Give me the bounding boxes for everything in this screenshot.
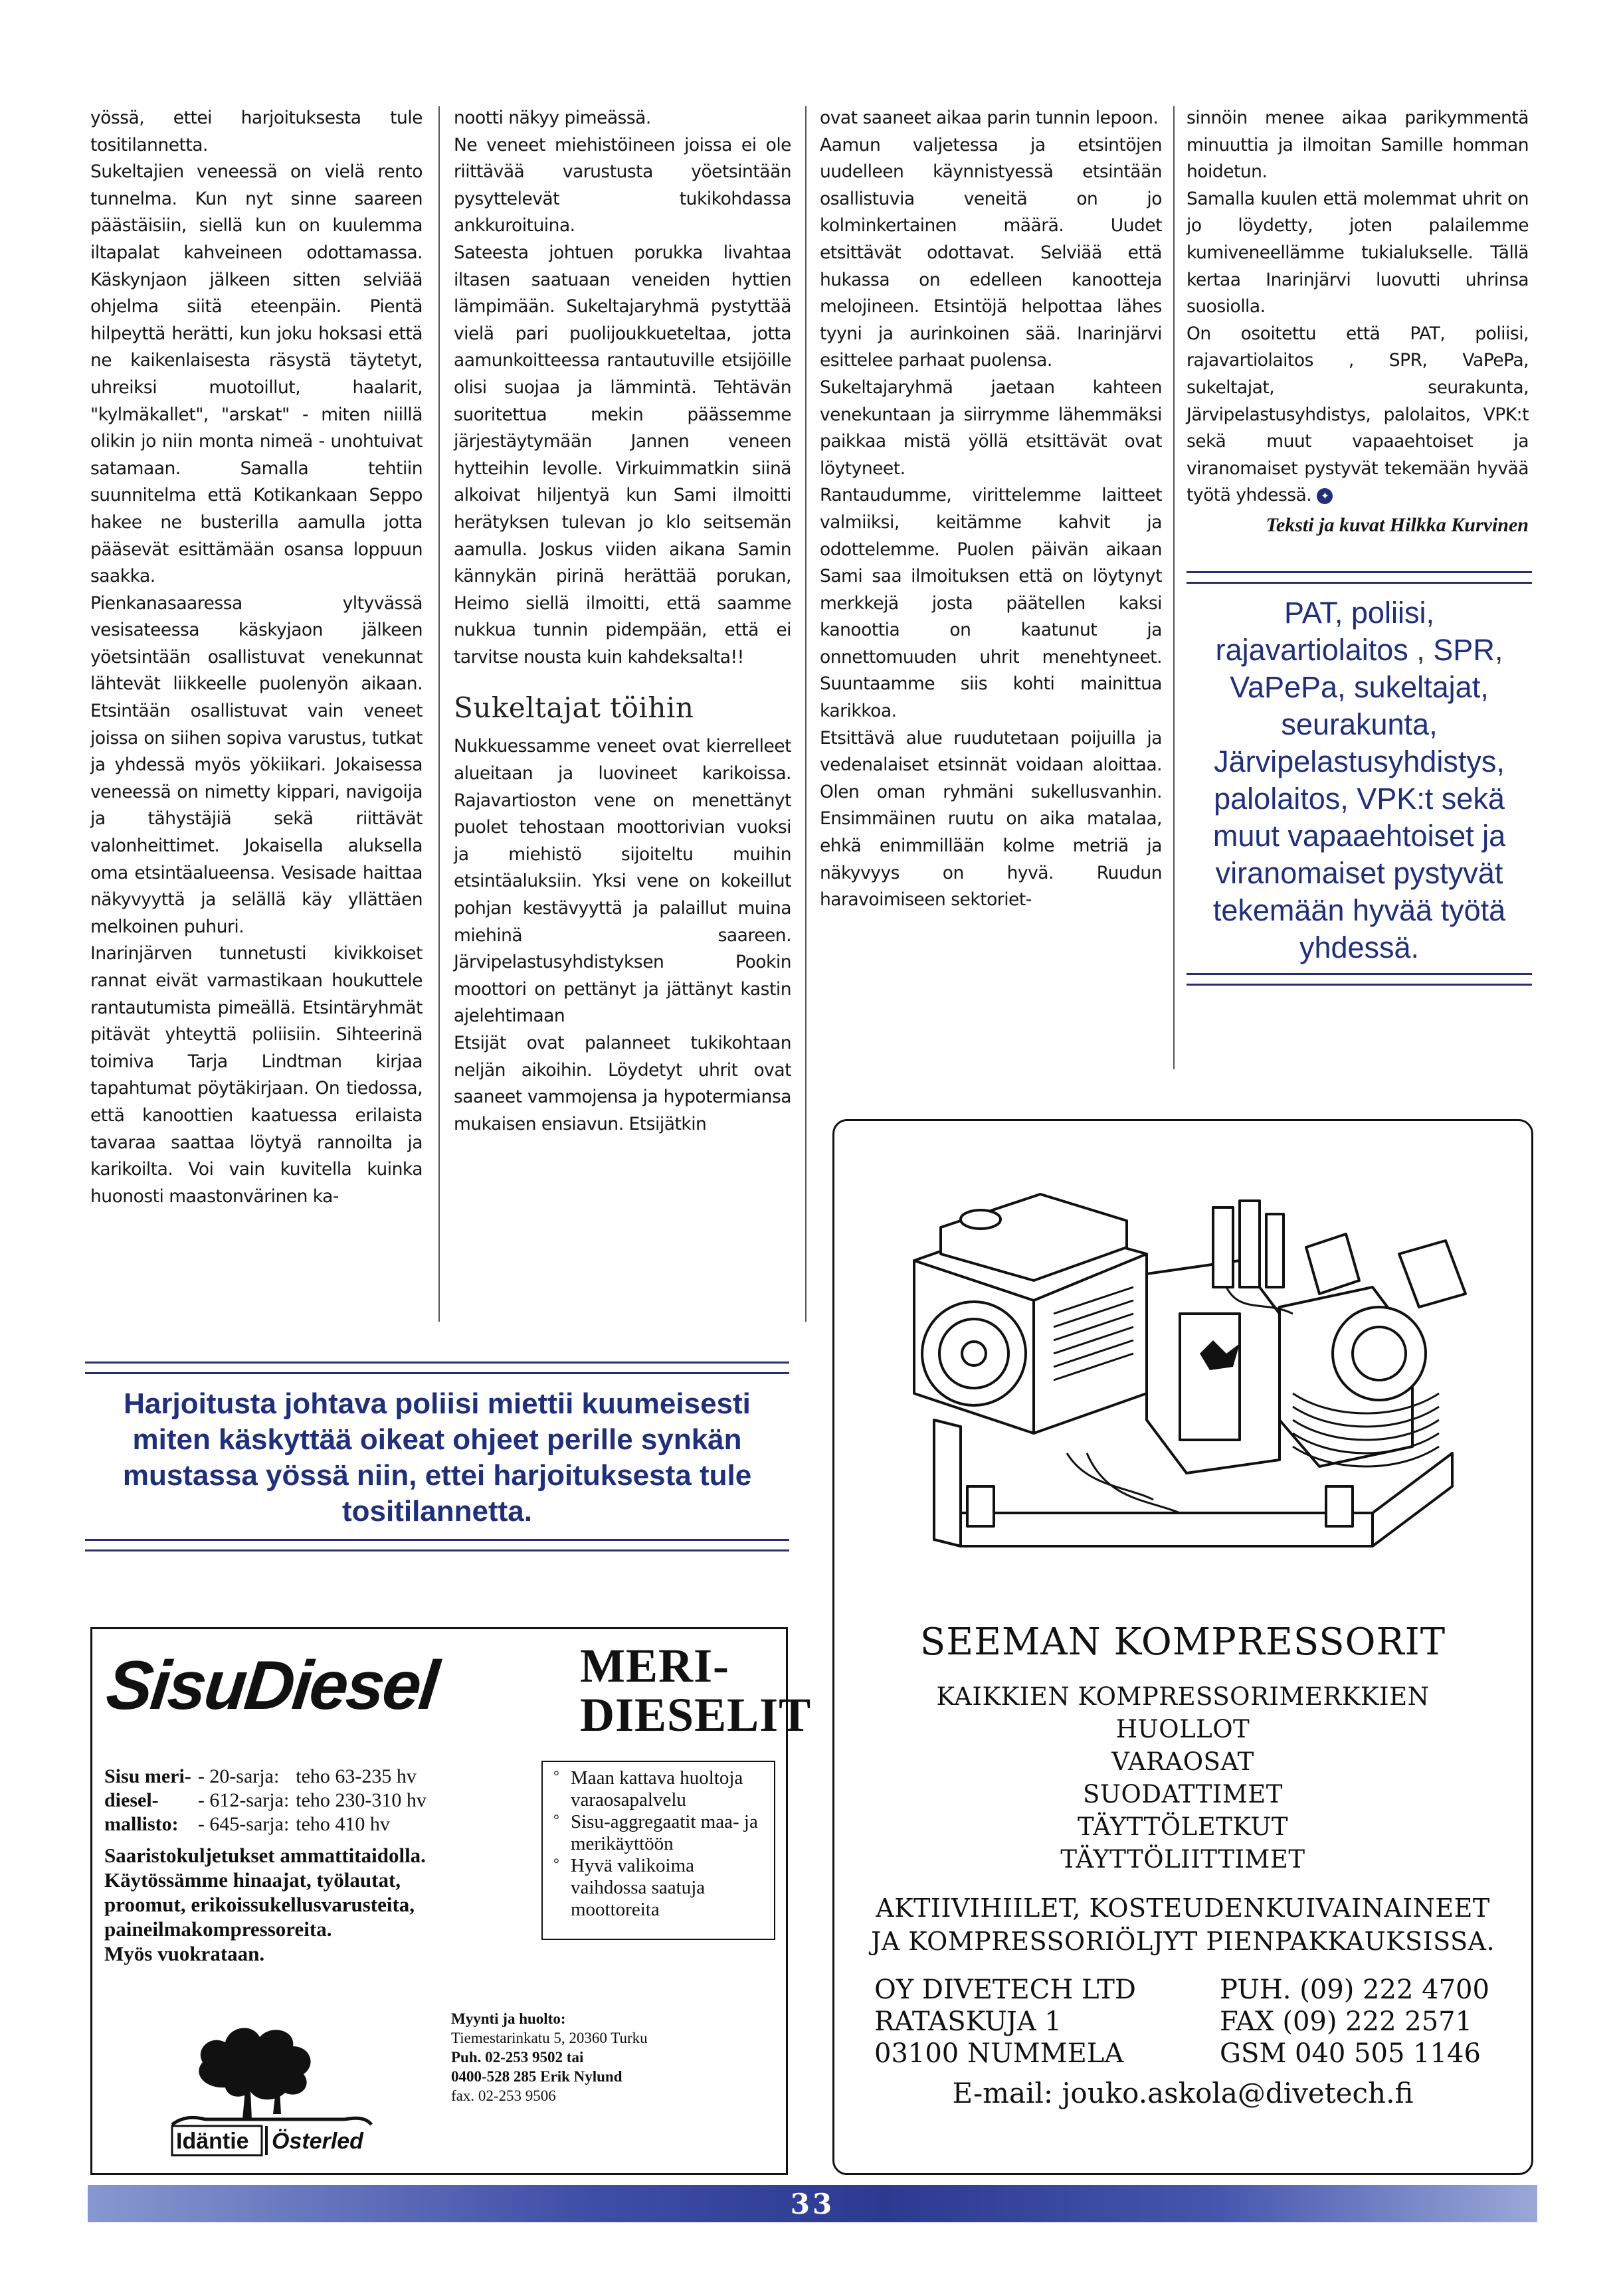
page-number: 33 bbox=[790, 2188, 835, 2220]
features-box bbox=[541, 1761, 775, 1940]
logo-label-right: Österled bbox=[272, 2129, 363, 2154]
sales-address: Tiemestarinkatu 5, 20360 Turku bbox=[451, 2030, 648, 2046]
model-power: teho 410 hv bbox=[296, 1813, 390, 1835]
paragraph: nootti näkyy pimeässä. bbox=[454, 108, 651, 128]
bullet-icon: ° bbox=[553, 1767, 559, 1784]
byline: Teksti ja kuvat Hilkka Kurvinen bbox=[1266, 513, 1529, 536]
double-rule-bottom bbox=[1187, 973, 1532, 986]
table-row bbox=[104, 1812, 433, 1836]
article-column-2 bbox=[454, 105, 791, 1138]
feature-item bbox=[551, 1855, 766, 1921]
model-series: - 20-sarja: bbox=[197, 1765, 280, 1787]
end-mark-icon: ✦ bbox=[1317, 488, 1333, 504]
ad-title: SEEMAN KOMPRESSORIT bbox=[919, 1621, 1446, 1664]
company-name: OY DIVETECH LTD bbox=[874, 1975, 1137, 2005]
double-rule-top bbox=[1187, 571, 1532, 584]
pullquote-text: PAT, poliisi, rajavartiolaitos , SPR, VaPePa, sukeltajat, seurakunta, Järvipelastusyhdistys, palolaitos, VPK:t sekä muut vapaaehtoiset ja viranomaiset pystyvät tekemään hyvää työtä yhdessä. bbox=[1212, 596, 1506, 964]
pullquote-right bbox=[1187, 571, 1532, 986]
compressor-illustration bbox=[868, 1141, 1505, 1599]
pullquote-text: Harjoitusta johtava poliisi miettii kuumeisesti miten käskyttää oikeat ohjeet perille synkän mustassa yössä niin, ettei harjoituksesta tule tositilannetta. bbox=[122, 1387, 752, 1528]
list-item: VARAOSAT bbox=[1111, 1747, 1254, 1776]
bullet-icon: ° bbox=[553, 1855, 559, 1872]
table-row bbox=[104, 1789, 433, 1812]
double-rule-bottom bbox=[85, 1539, 789, 1551]
sales-contact bbox=[451, 2009, 770, 2105]
ad-headline-line: MERI- bbox=[580, 1639, 729, 1692]
list-item: TÄYTTÖLETKUT bbox=[1077, 1812, 1289, 1841]
article-column-4 bbox=[1187, 105, 1529, 539]
paragraph: Inarinjärven tunnetusti kivikkoiset rannat eivät varmastikaan houkuttele rantautumista pimeällä. Etsintäryhmät pitävät yhteyttä poliisiin. Sihteerinä toimiva Tarja Lindtman kirjaa tapahtumat pöytäkirjaan. On tiedossa, että kanoottien kaatuessa erilaista tavaraa saattaa löytyä rannoilta ja karikoilta. Voi vain kuvitella kuinka huonosti maastonvärinen ka- bbox=[90, 943, 423, 1207]
paragraph: Sukeltajaryhmä jaetaan kahteen venekuntaan ja siirrymme lähemmäksi paikkaa mistä yöllä etsittävät ovat löytyneet. bbox=[820, 377, 1162, 479]
paragraph: Pienkanasaaressa yltyvässä vesisateessa käskyjaon jälkeen yöetsintään osallistuvat venekunnat lähtevät liikkeelle puolenyön aikaan. Etsintään osallistuvat vain veneet joissa on siihen sopiva varustus, tutkat ja yhdessä myös yökiikari. Jokaisessa veneessä on nimetty kippari, navigoija ja tähystäjiä sekä riittävät valonheittimet. Jokaisella aluksella oma etsintäalueensa. Vesisade haittaa näkyvyyttä ja selällä käy yllättäen melkoinen puhuri. bbox=[90, 592, 423, 937]
paragraph: Ne veneet miehistöineen joissa ei ole riittävää varustusta yöetsintään pysyttelevät tukikohdassa ankkuroituina. bbox=[454, 134, 791, 236]
list-item: TÄYTTÖLIITTIMET bbox=[1060, 1845, 1305, 1874]
model-table bbox=[104, 1765, 433, 1836]
double-rule-top bbox=[85, 1362, 789, 1374]
sisu-diesel-ad bbox=[90, 1627, 812, 2175]
article-column-1 bbox=[90, 105, 423, 1210]
range-label: Sisu meri- bbox=[104, 1765, 191, 1787]
range-label: mallisto: bbox=[104, 1813, 179, 1835]
paragraph: Etsittävä alue ruudutetaan poijuilla ja vedenalaiset etsinnät voidaan aloittaa. Olen oman ryhmäni sukellusvanhin. Ensimmäinen ruutu on aika matalaa, ehkä enimmillään kolme metriä ja näkyvyys on hyvä. Ruudun haravoimiseen sektoriet- bbox=[820, 727, 1162, 911]
sisu-diesel-logo: SisuDiesel bbox=[102, 1647, 441, 1724]
gsm-number: GSM 040 505 1146 bbox=[1220, 2038, 1481, 2069]
list-item: SUODATTIMET bbox=[1083, 1780, 1283, 1809]
logo-label-left: Idäntie bbox=[176, 2129, 249, 2154]
paragraph: Samalla kuulen että molemmat uhrit on jo löydetty, joten palailemme kumiveneellämme tukialukselle. Tällä kertaa Inarinjärvi luovutti uhrinsa suosiolla. bbox=[1187, 188, 1529, 317]
model-power: teho 230-310 hv bbox=[296, 1789, 427, 1811]
feature-text: Hyvä valikoima vaihdossa saatuja moottoreita bbox=[571, 1855, 706, 1920]
feature-text: Maan kattava huoltoja varaosapalvelu bbox=[571, 1767, 743, 1810]
email-address: E-mail: jouko.askola@divetech.fi bbox=[952, 2077, 1414, 2109]
list-item: HUOLLOT bbox=[1115, 1715, 1250, 1743]
postal-address: 03100 NUMMELA bbox=[874, 2038, 1124, 2069]
page-footer-bar bbox=[88, 2185, 1537, 2222]
paragraph: Sateesta johtuen porukka livahtaa iltasen saatuaan veneiden hyttien lämpimään. Sukeltajaryhmä pystyttää vielä pari puolijoukkueteltaa, jotta aamunkoitteessa rantautuville etsijöille olisi suojaa ja lämmintä. Tehtävän suoritettua mekin päässemme järjestäytymään Jannen veneen hytteihin levolle. Virkuimmatkin siinä alkoivat hiljentyä kun Sami ilmoitti herätyksen tulevan jo klo seitsemän aamulla. Joskus viiden aikana Samin kännykän pirinä herättää porukan, Heimo siellä ilmoitti, että saamme nukkua tunnin pidempään, että ei tarvitse nousta kuin kahdeksalta!! bbox=[454, 242, 791, 667]
sales-phone: Puh. 02-253 9502 tai bbox=[451, 2049, 584, 2066]
article-column-3 bbox=[820, 105, 1162, 914]
pullquote-left bbox=[85, 1362, 789, 1551]
list-item: KAIKKIEN KOMPRESSORIMERKKIEN bbox=[936, 1682, 1430, 1711]
ad-headline bbox=[580, 1641, 811, 1739]
model-series: - 645-sarja: bbox=[197, 1813, 290, 1835]
paragraph: Etsijät ovat palanneet tukikohtaan neljän aikoihin. Löydetyt uhrit ovat saaneet vammojensa ja hypotermiansa mukaisen ensiavun. Etsijätkin bbox=[454, 1033, 791, 1134]
note-line: JA KOMPRESSORIÖLJYT PIENPAKKAUKSISSA. bbox=[870, 1927, 1495, 1956]
paragraph: Rantaudumme, virittelemme laitteet valmiiksi, keitämme kahvit ja odottelemme. Puolen päivän aikaan Sami saa ilmoituksen että on löytynyt merkkejä josta päätellen kaksi kanoottia on kaatunut ja onnettomuuden uhrit menehtyneet. Suuntaamme siis kohti mainittua karikkoa. bbox=[820, 485, 1162, 722]
model-power: teho 63-235 hv bbox=[296, 1765, 417, 1787]
fax-number: FAX (09) 222 2571 bbox=[1220, 2006, 1473, 2037]
seeman-kompressorit-ad bbox=[832, 1119, 1533, 2175]
cloud-tree-icon bbox=[172, 2028, 371, 2125]
paragraph: sinnöin menee aikaa parikymmentä minuuttia ja ilmoitan Samille homman hoidetun. bbox=[1187, 108, 1529, 183]
feature-item bbox=[551, 1767, 766, 1811]
sales-title: Myynti ja huolto: bbox=[451, 2010, 566, 2027]
note-line: AKTIIVIHIILET, KOSTEUDENKUIVAINAINEET bbox=[876, 1894, 1490, 1923]
range-label: diesel- bbox=[104, 1789, 159, 1811]
column-rule bbox=[805, 106, 807, 1322]
feature-text: Sisu-aggregaatit maa- ja merikäyttöön bbox=[571, 1811, 758, 1854]
phone-number: PUH. (09) 222 4700 bbox=[1220, 1975, 1489, 2005]
services-line: Käytössämme hinaajat, työlautat, bbox=[104, 1868, 401, 1892]
model-series: - 612-sarja: bbox=[197, 1789, 290, 1811]
services-line: proomut, erikoissukellusvarusteita, bbox=[104, 1893, 415, 1916]
services-line: Myös vuokrataan. bbox=[104, 1942, 265, 1965]
paragraph: Aamun valjetessa ja etsintöjen uudelleen käynnistyessä etsintään osallistuvia veneitä on jo kolminkertainen määrä. Uudet etsittävät odottavat. Selviää että hukassa on edelleen kanootteja melojineen. Etsintöjä helpottaa lähes tyyni ja aurinkoinen sää. Inarinjärvi esittelee parhaat puolensa. bbox=[820, 134, 1162, 371]
idantie-osterled-logo bbox=[145, 2008, 391, 2161]
section-subheading: Sukeltajat töihin bbox=[454, 691, 694, 725]
products-note bbox=[834, 1892, 1531, 1958]
services-line: Saaristokuljetukset ammattitaidolla. bbox=[104, 1844, 426, 1867]
services-text bbox=[104, 1843, 529, 1966]
table-row bbox=[104, 1765, 433, 1789]
street-address: RATASKUJA 1 bbox=[874, 2006, 1062, 2037]
ad-headline-line: DIESELIT bbox=[580, 1688, 812, 1741]
service-list bbox=[834, 1680, 1531, 1876]
paragraph: yössä, ettei harjoituksesta tule tositilannetta. bbox=[90, 108, 423, 155]
services-line: paineilmakompressoreita. bbox=[104, 1917, 332, 1941]
paragraph-text: On osoitettu että PAT, poliisi, rajavartiolaitos , SPR, VaPePa, sukeltajat, seurakunta, Järvipelastusyhdistys, palolaitos, VPK:t sekä muut vapaaehtoiset ja viranomaiset pystyvät tekemään hyvää työtä yhdessä. bbox=[1187, 323, 1529, 506]
bullet-icon: ° bbox=[553, 1811, 559, 1828]
feature-item bbox=[551, 1811, 766, 1855]
sales-phone: 0400-528 285 Erik Nylund bbox=[451, 2068, 622, 2085]
paragraph: Nukkuessamme veneet ovat kierrelleet alueitaan ja luovineet karikoissa. Rajavartioston vene on menettänyt puolet tehostaan moottorivian vuoksi ja miehistö sijoiteltu muihin etsintäaluksiin. Yksi vene on kokeillut pohjan kestävyyttä ja palaillut muina miehinä saareen. Järvipelastusyhdistyksen Pookin moottori on pettänyt ja jättänyt kastin ajelehtimaan bbox=[454, 736, 791, 1027]
column-rule bbox=[1173, 106, 1175, 1069]
column-rule bbox=[438, 106, 440, 1322]
paragraph: ovat saaneet aikaa parin tunnin lepoon. bbox=[820, 108, 1159, 128]
paragraph bbox=[1187, 321, 1529, 509]
sales-fax: fax. 02-253 9506 bbox=[451, 2087, 556, 2104]
paragraph: Sukeltajien veneessä on vielä rento tunnelma. Kun nyt sinne saareen päästäisiin, siellä kun on kuulemma iltapalat kahveineen odottamassa. Käskynjaon jälkeen sitten selviää ohjelma siitä eteenpäin. Pientä hilpeyttä herätti, kun joku hoksasi että ne kaikenlaisesta räsystä täytetyt, uhreiksi muotoillut, haalarit, "kylmäkallet", "arskat" - miten niillä olikin jo niin monta nimeä - unohtuivat satamaan. Samalla tehtiin suunnitelma että Kotikankaan Seppo hakee ne busterilla aamulla jotta pääsevät esittämään osansa loppuun saakka. bbox=[90, 161, 423, 587]
